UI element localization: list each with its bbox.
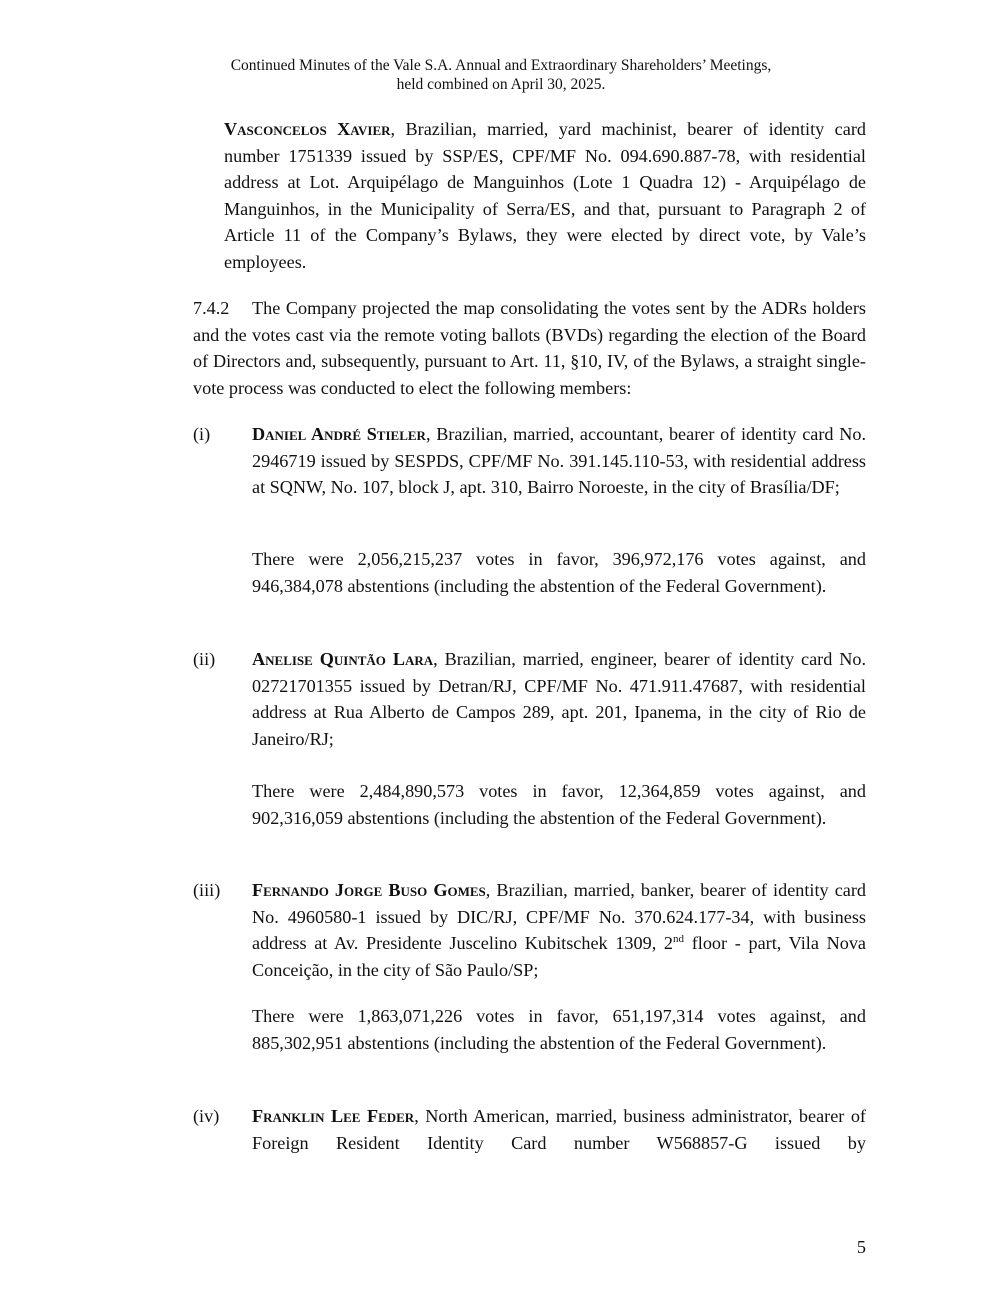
item-i-description bbox=[252, 421, 866, 501]
section-text: The Company projected the map consolidating the votes sent by the ADRs holders and the votes cast via the remote voting ballots (BVDs) regarding the election of the Board of Directors and, subsequently, pursuant to Art. 11, §10, IV, of the Bylaws, a straight single-vote process was conducted to elect the following members: bbox=[193, 298, 866, 398]
item-label-iv: (iv) bbox=[193, 1106, 220, 1126]
intro-text: , Brazilian, married, yard machinist, bearer of identity card number 1751339 issued by SSP/ES, CPF/MF No. 094.690.887-78, with residential address at Lot. Arquipélago de Manguinhos (Lote 1 Quadra 12) - Arquipélago de Manguinhos, in the Municipality of Serra/ES, and that, pursuant to Paragraph 2 of Article 11 of the Company’s Bylaws, they were elected by direct vote, by Vale’s employees. bbox=[224, 119, 866, 272]
item-label-iii: (iii) bbox=[193, 880, 221, 900]
item-i-votes: There were 2,056,215,237 votes in favor, 396,972,176 votes against, and 946,384,078 abstentions (including the abstention of the Federal Government). bbox=[252, 549, 866, 596]
ordinal-suffix: nd bbox=[673, 933, 685, 945]
person-name: Daniel André Stieler bbox=[252, 424, 426, 444]
intro-paragraph bbox=[224, 116, 866, 275]
header-line-2: held combined on April 30, 2025. bbox=[396, 76, 606, 93]
item-text: , North American, married, business administrator, bearer of Foreign Resident Identity Card number W568857-G issued by bbox=[252, 1106, 866, 1153]
section-7-4-2 bbox=[193, 295, 866, 401]
person-name: Franklin Lee Feder bbox=[252, 1106, 415, 1126]
page-number: 5 bbox=[856, 1237, 866, 1257]
item-iii-votes: There were 1,863,071,226 votes in favor, 651,197,314 votes against, and 885,302,951 abstentions (including the abstention of the Federal Government). bbox=[252, 1006, 866, 1053]
item-ii-description bbox=[252, 646, 866, 752]
item-iv-description bbox=[252, 1103, 866, 1156]
header-line-1: Continued Minutes of the Vale S.A. Annual and Extraordinary Shareholders’ Meetings, bbox=[230, 57, 772, 74]
item-label-i: (i) bbox=[193, 424, 211, 444]
item-text-a: , Brazilian, married, banker, bearer of identity card No. 4960580-1 issued by DIC/RJ, CPF/MF No. 370.624.177-34, with business address at Av. Presidente Juscelino Kubitschek 1309, 2 bbox=[252, 880, 866, 953]
item-text: , Brazilian, married, engineer, bearer of identity card No. 02721701355 issued by Detran/RJ, CPF/MF No. 471.911.47687, with residential address at Rua Alberto de Campos 289, apt. 201, Ipanema, in the city of Rio de Janeiro/RJ; bbox=[252, 649, 866, 749]
section-number: 7.4.2 bbox=[193, 298, 230, 318]
item-text-b: floor - part, Vila Nova Conceição, in the city of São Paulo/SP; bbox=[252, 933, 866, 980]
person-name: Vasconcelos Xavier bbox=[224, 119, 391, 139]
item-label-ii: (ii) bbox=[193, 649, 216, 669]
item-ii-votes: There were 2,484,890,573 votes in favor, 12,364,859 votes against, and 902,316,059 abstentions (including the abstention of the Federal Government). bbox=[252, 781, 866, 828]
person-name: Fernando Jorge Buso Gomes bbox=[252, 880, 486, 900]
item-text: , Brazilian, married, accountant, bearer of identity card No. 2946719 issued by SESPDS, CPF/MF No. 391.145.110-53, with residential address at SQNW, No. 107, block J, apt. 310, Bairro Noroeste, in the city of Brasília/DF; bbox=[252, 424, 866, 497]
person-name: Anelise Quintão Lara bbox=[252, 649, 434, 669]
page-header bbox=[0, 56, 1002, 94]
item-iii-description bbox=[252, 877, 866, 983]
